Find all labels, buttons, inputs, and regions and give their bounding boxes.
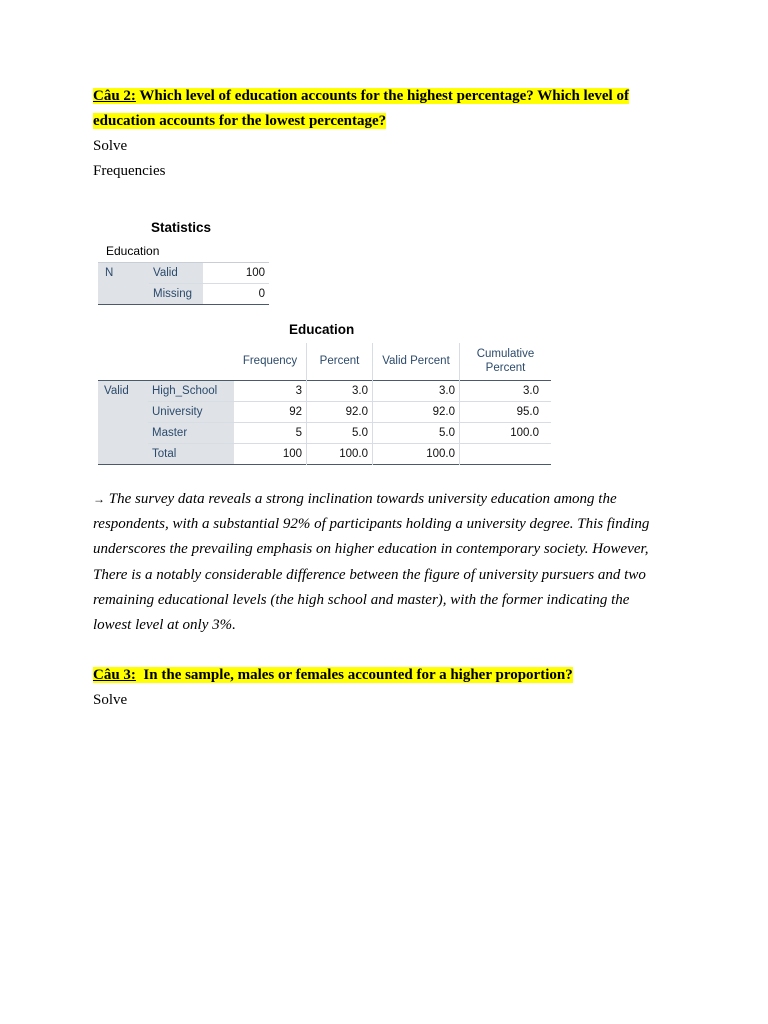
analysis-line-4: There is a notably considerable difference between the figure of university pursuers and two — [93, 567, 646, 583]
question-2-text-2: education accounts for the lowest percentage? — [93, 113, 387, 129]
question-2-line-1 — [93, 86, 629, 106]
statistics-title: Statistics — [151, 220, 212, 235]
cell-valid-percent: 92.0 — [373, 402, 460, 423]
cell-frequency: 92 — [234, 402, 307, 423]
statistics-subtitle: Education — [106, 244, 160, 258]
cell-frequency: 100 — [282, 448, 302, 460]
question-2-label: Câu 2: — [93, 88, 136, 104]
row-label-university: University — [148, 402, 234, 423]
cell-valid-percent: 3.0 — [373, 381, 460, 402]
row-label-master: Master — [148, 423, 234, 444]
valid-group-label: Valid — [98, 381, 148, 402]
cell-cumulative — [460, 444, 552, 465]
cell-percent: 100.0 — [307, 444, 373, 465]
header-valid-percent: Valid Percent — [373, 343, 460, 381]
analysis-line-6: lowest level at only 3%. — [93, 617, 236, 633]
cell-percent: 92.0 — [307, 402, 373, 423]
question-2-line-2 — [93, 111, 386, 131]
header-percent: Percent — [307, 343, 373, 381]
question-3-line — [93, 665, 573, 685]
question-3-label: Câu 3: — [93, 667, 136, 683]
cell-cumulative: 95.0 — [460, 402, 552, 423]
cell-frequency: 3 — [234, 381, 307, 402]
header-cumulative-percent — [460, 343, 552, 381]
header-cumulative-line1: Cumulative — [476, 347, 535, 360]
cell-percent: 3.0 — [307, 381, 373, 402]
cell-percent: 5.0 — [307, 423, 373, 444]
cell-cumulative: 3.0 — [460, 381, 552, 402]
row-label-total: Total — [148, 444, 234, 465]
statistics-table — [98, 262, 269, 305]
analysis-line-1: → The survey data reveals a strong inclination towards university education among the — [93, 491, 617, 507]
analysis-line-2: respondents, with a substantial 92% of participants holding a university degree. This finding — [93, 516, 650, 532]
n-label: N — [98, 263, 149, 284]
analysis-line-5: remaining educational levels (the high school and master), with the former indicating the — [93, 592, 630, 608]
cell-cumulative: 100.0 — [460, 423, 552, 444]
cell-valid-percent: 100.0 — [373, 444, 460, 465]
stat-row-value: 0 — [258, 288, 265, 300]
row-label-high-school: High_School — [148, 381, 234, 402]
stat-row-label: Valid — [149, 263, 203, 284]
education-table-title: Education — [289, 322, 355, 337]
solve-label: Solve — [93, 138, 128, 154]
cell-valid-percent: 5.0 — [373, 423, 460, 444]
arrow-icon: → — [93, 492, 105, 506]
cell-frequency: 5 — [234, 423, 307, 444]
header-cumulative-line2: Percent — [485, 361, 526, 374]
stat-row-label: Missing — [149, 284, 203, 305]
stat-row-value: 100 — [203, 263, 269, 284]
header-frequency: Frequency — [242, 354, 298, 367]
frequencies-heading: Frequencies — [93, 163, 166, 179]
question-2-text-1: Which level of education accounts for the highest percentage? Which level of — [135, 88, 629, 104]
solve-label-2: Solve — [93, 692, 128, 708]
analysis-line-3: underscores the prevailing emphasis on higher education in contemporary society. However, — [93, 541, 649, 557]
question-3-text: In the sample, males or females accounted for a higher proportion? — [135, 667, 573, 683]
education-table — [98, 343, 551, 465]
